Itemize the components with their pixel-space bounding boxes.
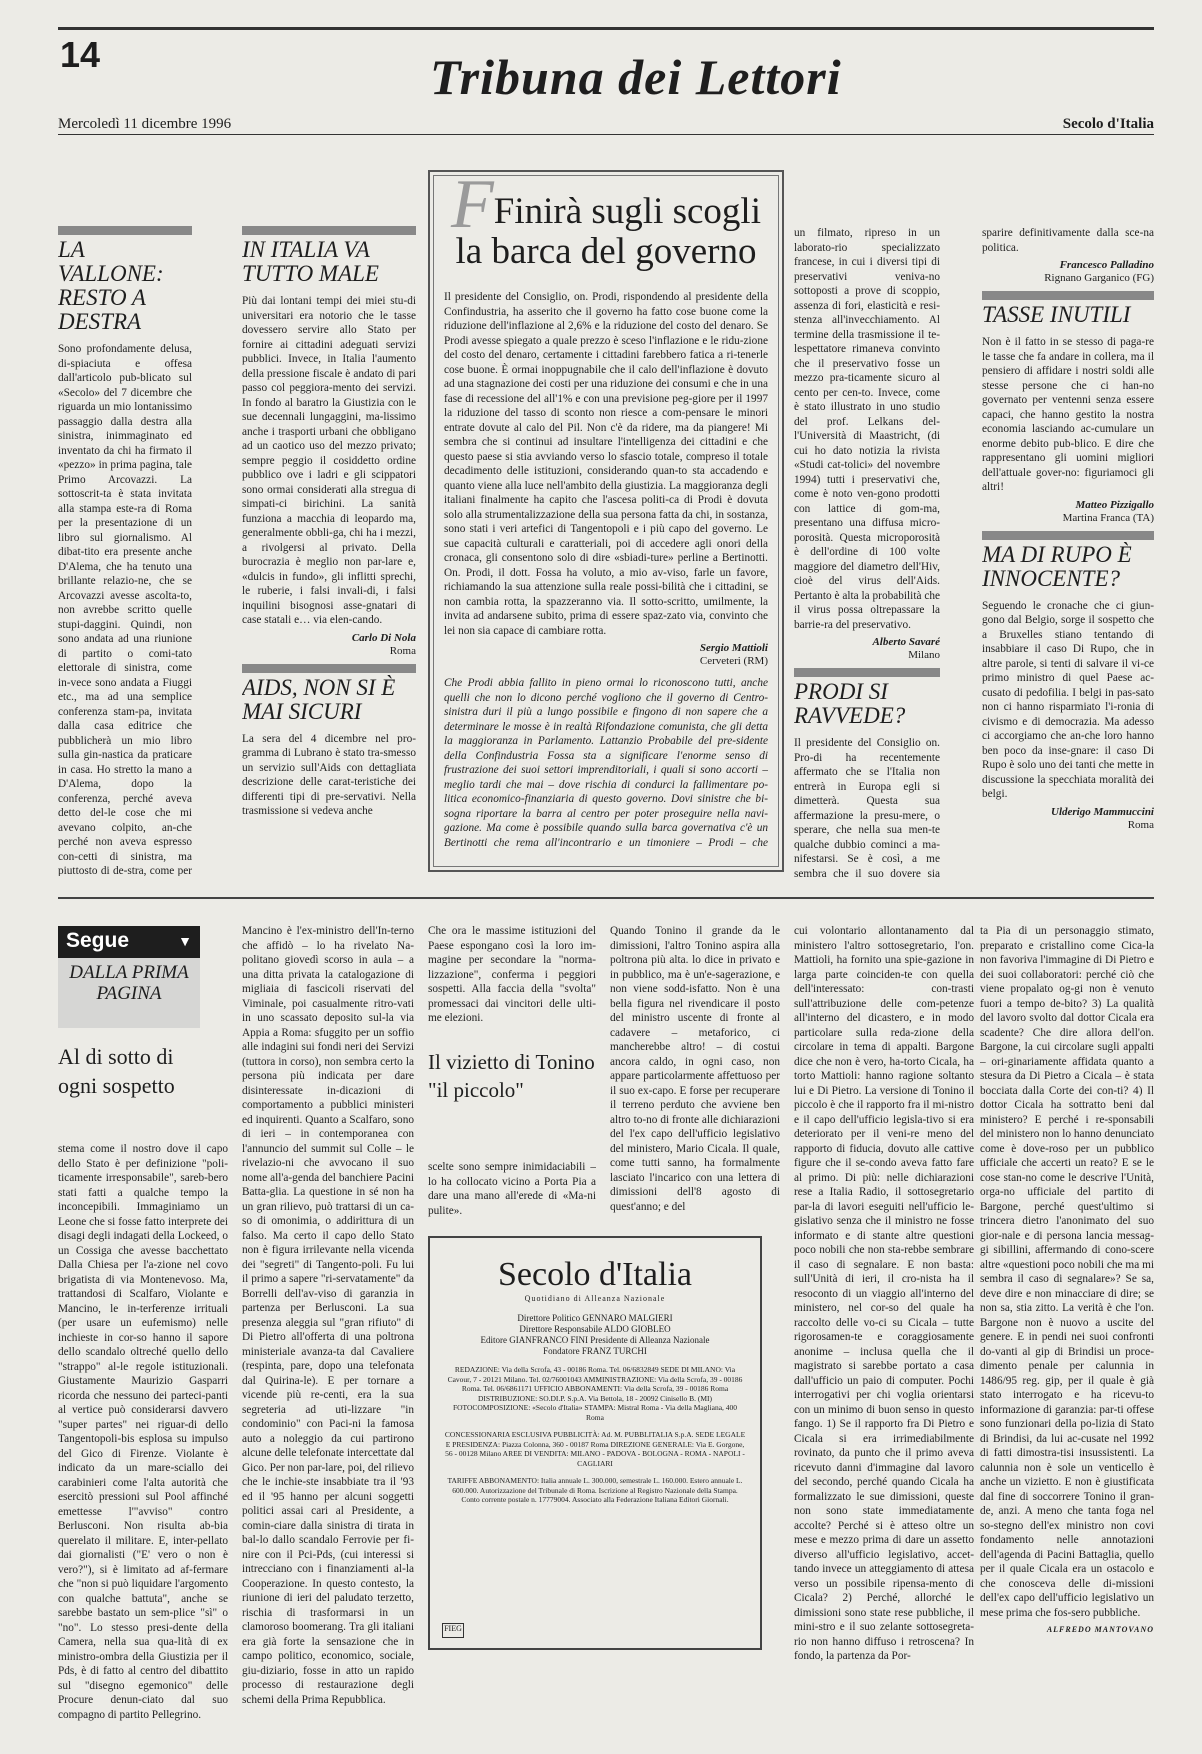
letter-author: Francesco Palladino (1059, 259, 1154, 271)
article-author (428, 1029, 596, 1033)
issue-date: Mercoledì 11 dicembre 1996 (58, 116, 232, 132)
article-text: scelte sono sempre inimidaciabili – lo ha collocato vicino a Porta Pia a dare una mano all'erede di «Ma-ni pulite». (428, 1161, 596, 1217)
colophon-subtitle: Quotidiano di Alleanza Nazionale (524, 1294, 666, 1303)
column-4 (794, 226, 940, 880)
publisher-logo: FIEG (442, 1623, 464, 1638)
segue-tag: Segue ▼ (58, 926, 200, 958)
section-title: Tribuna dei Lettori (430, 49, 842, 105)
vizietto-col-2 (610, 924, 780, 1226)
letter-city: Rignano Garganico (FG) (1044, 272, 1154, 284)
letter-body: Il presidente del Consiglio, on. Prodi, rispondendo al presidente della Confindustria, ha asserito che il governo ha fatto cose buone come la riduzione dell'inflazione al 2,6% e la riduzione del costo del denaro. Se Prodi avesse spiegato a quale prezzo è sceso l'inflazione e le ridu-zione del costo del denaro, certamente i cittadini farebbero fatica a ri-tenerle cose buone. È ormai inoppugnabile che il calo dell'inflazione è dovuto ad una stagnazione dei costi per una riduzione dei consumi e che in una fase di recessione del all'1% e con una previsione peg-giore per il 1997 la riduzione del tasso di sconto non riesce a com-pensare le minori entrate dovute al calo del Pil. Non c'è da ridere, ma da piangere! Mi sembra che si continui ad insultare l'intelligenza dei cittadini e che questo paese si stia avviando verso lo sfascio totale, compreso il totale decadimento delle istituzioni, considerando quan-to sta accadendo e quanto viene alla luce nell'ambito della giustizia. La maggioranza degli italiani finalmente ha capito che l'ascesa politi-ca di Prodi è dovuta solo alla strumentalizzazione della sua persona fatta da chi, in sostanza, sono stati i veri artefici di Tangentopoli e i più capo del governo. Le sue capacità culturali e caratteriali, poi di accedere agli onori della cronaca, gli consentono solo di dire «sbiadi-ture» perline a Bertinotti. On. Prodi, il dott. Fossa ha voluto, a mio av-viso, farle un favore, richiamando la sua attenzione sulla reale possi-bilità che i cittadini, se non cambia rotta, la spazzeranno via. Il sotto-scritto, umilmente, la invita ad andarsene subito, prima di essere spaz-zato via, convinto che lei non sia capace di cambiare rotta. (444, 291, 768, 637)
column-2 (242, 226, 416, 880)
letter-city: Milano (908, 649, 940, 661)
letter-city: Martina Franca (TA) (1062, 511, 1154, 524)
newspaper-name: Secolo d'Italia (1062, 116, 1154, 132)
letter-author: Alberto Savaré (872, 636, 940, 648)
article-text: stema come il nostro dove il capo dello Stato è per definizione "poli-ticamente irresponsabile", sareb-bero stati fatti a qualche tempo la inconcepibili. Immaginiamo un Leone che si fosse fatto interprete dei disagi degli indagati della Lockeed, o un Cossiga che avesse bacchettato Dalla Chiesa per l'a-zione nel covo brigatista di via Montenevoso. Ma, trattandosi di Scalfaro, Violante e Mancino, le in-terferenze irrituali (per usare un eufemismo) nelle inchieste in cor-so hanno il sapore dello scandalo oltreché quello dello "strappo" al-le regole istituzionali. Giustamente Maurizio Gasparri ricorda che nessuno dei parteci-panti al vertice può considerarsi davvero "super partes" nei riguar-di dello Tangentopoli-bis esplosa su impulso del Gico di Firenze. Violante è indicato da un mare-sciallo dei carabinieri come l'alta autorità che esercitò pressioni sul Pool affinché emettesse l'"avviso" contro Berlusconi. Non risulta ab-bia querelato il militare. E, inter-pellato dai giornalisti ("E' vero o non è vero?"), si è limitato ad af-fermare che "non si può liquidare l'argomento con qualche battuta", anche se sarebbe bastato un sem-plice "sì" o "no". Lo stesso presi-dente della Camera, nella sua qua-lità di ex ministro-ombra della Giustizia per il Pds, è di fatto al centro del dibattito sul "disegno egemonico" delle Procure denun-ciato dal suo compagno di partito Pellegrino. (58, 1143, 228, 1721)
letter-headline: TASSE INUTILI (982, 302, 1131, 327)
vizietto-col-3 (794, 924, 974, 1742)
letter-vallone (58, 226, 192, 876)
editor-reply: Che Prodi abbia fallito in pieno ormai lo riconoscono tutti, anche quelli che non lo dicono perché vogliono che il governo di Centro-sinistra duri il più a lungo possibile e fingono di non sapere che a determinare le mosse è in realtà Rifondazione comunista, che gli detta la maggioranza in Parlamento. Lattanzio Probabile del pre-sidente della Confindustria Fossa sta a significare l'enorme senso di frustrazione dei suoi settori imprenditoriali, i quali si sono accorti – meglio tardi che mai – dove rischia di condurci la fallimentare po-litica economico-finanziaria di questo governo. Dovi sinistre che bi-sogna riportare la barra al centro per poter proseguire nella navi-gazione. Ma come è possibile quando sulla barca governativa c'è un Bertinotti che rema all'incontrario e un timoniere – Prodi – che (444, 677, 768, 849)
article-text: Quando Tonino il grande da le dimissioni, l'altro Tonino aspira alla poltrona più alta. lo dice in privato e in pubblico, ma è un'e-sagerazione, e non viene sodd-isfatto. Non è una bella figura nel rivendicare il posto del ministro uscente di fronte al cadavere – metaforico, ci mancherebbe altro! – di costui ancora caldo, in ogni caso, non appare particolarmente affettuoso per il suo ex-capo. E forse per recuperare il terreno perduto che avviene ben altro to-no di fronte alle dichiarazioni del l'ex capo dell'ufficio legislativo del ministero, Mario Cicala. Il quale, come tutti sanno, ha formalmente lasciato l'incarico con una lettera di dimissioni dell'8 agosto di quest'anno; e del (610, 925, 780, 1213)
featured-headline: FFinirà sugli scogli la barca del governo (451, 166, 761, 272)
segue-box (58, 926, 200, 1028)
article-col-1 (58, 1142, 228, 1742)
letter-city: Cerveteri (RM) (699, 655, 768, 667)
vizietto-headline: Il vizietto di Tonino "il piccolo" (428, 1050, 595, 1102)
article-text: cui volontario allontanamento dal ministero l'altro sottosegretario, l'on. Mattioli, ha fornito una spie-gazione in larga parte coinciden-te con quella dell'interessato: con-trasti sull'attribuzione delle com-petenze all'interno del dicastero, e in modo particolare sulla reda-zione della circolare in tema di appalti. Bargone dice che non è vero, ha-torto Cicala, ha torto Mattioli: hanno ragione soltanto lui e Di Pietro. La versione di Tonino il piccolo è che il rapporto fra il mi-nistro e il capo dell'ufficio legisla-tivo si era deteriorato per il veni-re meno del rapporto di fiducia, dovuto alle cattive figure che il se-condo aveva fatto fare al primo. Di più: nelle dichiarazioni rese a Italia Radio, il sottosegretario par-la di lavori eseguiti nell'ufficio le-gislativo senza che il ministro ne fosse informato e di stante altre questioni poco nobili che non sta-rebbe sembrare il caso di segnalare. E non basta: sull'Unità di ieri, il cro-nista ha il resoconto di un viaggio all'interno del ministero, nel cor-so del quale ha raccolto delle vo-ci su Cicala – tutte rigorosamen-te e coraggiosamente anonime – inclusa quella che il magistrato si sarebbe portato a casa dall'ufficio un paio di computer. Pochi interrogativi per chi voglia orientarsi con un minimo di buon senso in questo fango. 1) Se il rapporto fra Di Pietro e Cicala si era irrimediabilmente rovinato, da punto che il primo aveva ricevuto danni d'immagine dal lavoro del secondo, perché quando Cicala ha formalizzato le sue dimissioni, queste non sono state immediatamente accolte? Perché si è atteso oltre un mese e mezzo prima di dare un assetto diverso all'ufficio legislativo, accet-tando invece un atteggiamento di attesa verso un possibile ripensa-mento di Cicala? 2) Perché, allorché le dimissioni sono state rese pubbliche, il mini-stro e il suo zelante sottosegreta-rio non hanno diffuso i retroscena? In fondo, la partenza da Por- (794, 925, 974, 1662)
letter-headline: PRODI SI RAVVEDE? (794, 679, 906, 728)
letter-headline: IN ITALIA VA TUTTO MALE (242, 237, 379, 286)
drop-cap: F (451, 166, 494, 243)
letter-body: sparire definitivamente dalla sce-na politica. (982, 227, 1154, 254)
letter-author: Sergio Mattioli (699, 642, 768, 654)
letter-author: Matteo Pizzigallo (1075, 498, 1154, 511)
letter-body: La sera del 4 dicembre nel pro-gramma di Lubrano è stato tra-smesso un servizio sull'Aids con dettagliata descrizione delle carat-teristiche dei differenti tipi di pre-servativi. Nella trasmissione si vedeva anche (242, 732, 416, 817)
letter-author: Ulderigo Mammuccini (1051, 805, 1154, 818)
column-5 (982, 226, 1154, 880)
article-text: Che ora le massime istituzioni del Paese espongano così la loro im-magine per secondare la "norma-lizzazione", conferma i peggiori sospetti. Alla faccia della "svolta" promessaci dai vincitori delle ulti-me elezioni. (428, 925, 596, 1024)
headline-bar (242, 664, 416, 673)
article-text: ta Pia di un personaggio stimato, preparato e cristallino come Cica-la non favoriva l'immagine di Di Pietro e dei suoi collaboratori: perché ciò che viene propalato og-gi non è venuto fuori a tempo de-bito? 3) La qualità del lavoro svolto dal dottor Cicala era scadente? Che dire allora dell'on. Bargone, la cui circolare sugli appalti – ori-ginariamente affidata quanto a stesura da Di Pietro a Cicala – è stata bocciata dalla Corte dei con-ti? 4) Il dottor Cicala ha sottratto beni dal ministero? E perché i re-sponsabili del ministero non lo hanno denunciato come è dove-roso per un pubblico ufficiale che accerti un reato? E se le cose stan-no come le descrive l'Unità, orga-no ufficiale del partito di Bargone, perché quest'ultimo si trincera dietro l'anonimato del suo gior-nale e di persona lancia messag-gi sibillini, affermando di cono-scere altre «questioni poco nobili che ma mi sembra il caso di segnalare»? Se sa, deve dire e non minacciare di dire; se non sa, stia zitto. La verità è che l'on. Bargone non è nuovo a uscite del genere. E in pendi nei suoi confronti do-vanti al gip di Brindisi un proce-dimento penale per calunnia in 1486/95 reg. gip, per il quale è già stato interrogato e ha ricevu-to informazione di garanzia: par-ti offese sono funzionari della po-lizia di Stato di Brindisi, da lui ac-cusate nel 1992 di fatti dimostra-tisi insussistenti. La calunnia non è sole un venticello è anche un vizietto. E non è giustificata dal fine di soccorrere Tonino il gran-de, anzi. A meno che tanta foga nel so-stegno dell'ex ministro non covi fondamento nelle annotazioni dell'agenda di Pacini Battaglia, quello per il quale Cicala era un ostacolo e che conosceva delle di-missioni dell'ex capo dell'ufficio legislativo un mese prima che fos-sero pubbliche. (980, 925, 1154, 1619)
letter-author: Carlo Di Nola (351, 631, 416, 644)
colophon-addresses: REDAZIONE: Via della Scrofa, 43 - 00186 Roma. Tel. 06/6832849 SEDE DI MILANO: Via Cavour, 7 - 20121 Milano. Tel. 02/76001043 AMMINISTRAZIONE: Via della Scrofa, 39 - 00186 Roma. Tel. 06/6861171 UFFICIO ABBONAMENTI: Via della Scrofa, 39 - 00186 Roma DISTRIBUZIONE: SO.DI.P. S.p.A. Via Bettola, 18 - 20092 Cinisello B. (MI) FOTOCOMPOSIZIONE: «Secolo d'Italia» STAMPA: Mistral Roma - Via della Magliana, 400 Roma (447, 1365, 743, 1422)
letter-city: Roma (389, 644, 416, 657)
letter-city: Roma (1127, 818, 1154, 831)
headline-bar (982, 291, 1154, 300)
article-col-2 (242, 924, 414, 1742)
top-rule (58, 27, 1154, 30)
letter-body: un filmato, ripreso in un laborato-rio specializzato francese, in cui i diversi tipi di preservativi veniva-no sottoposti a prove di scoppio, assenza di fori, elasticità e resi-stenza all'invecchiamento. Al termine della trasmissione il te-lespettatore rimaneva convinto che il preservativo fosse un mezzo pra-ticamente sicuro al cento per cen-to. Invece, come è stato illustrato in uno studio del prof. Lelkans del-l'Università di Maastricht, (di cui ho dato notizia la rivista «Studi cat-tolici» del novembre 1994) tutti i preservativi che, come è noto ven-gono prodotti con lattice di gom-ma, presentano una diffusa micro-porosità. Questa microporosità è dell'ordine di 100 volte maggiore del diametro dell'Hiv, cioè del virus dell'Aids. Pertanto è alta la probabilità che il virus possa oltrepassare la barrie-ra del preservativo. (794, 227, 940, 631)
segue-subtitle: DALLA PRIMA PAGINA (69, 962, 189, 1004)
colophon-subscriptions: TARIFFE ABBONAMENTO: Italia annuale L. 300.000, semestrale L. 160.000. Estero annuale L. 600.000. Autorizzazione del Tribunale di Roma. Iscrizione al Registro Nazionale della Stampa. Conto corrente postale n. 17779004. Associato alla Federazione Italiana Editori Giornali. (447, 1476, 743, 1504)
triangle-down-icon: ▼ (178, 933, 192, 949)
headline-bar (242, 226, 416, 235)
headline-bar (794, 668, 940, 677)
colophon-advertising: CONCESSIONARIA ESCLUSIVA PUBBLICITÀ: Ad. M. PUBBLITALIA S.p.A. SEDE LEGALE E PRESIDENZA: Piazza Colonna, 360 - 00187 Roma DIREZIONE GENERALE: Via E. Gorgone, 56 - 00128 Milano AREE DI VENDITA: MILANO - PADOVA - BOLOGNA - ROMA - NAPOLI - CAGLIARI (444, 1430, 746, 1468)
featured-letter-text (444, 290, 768, 850)
section-masthead (410, 40, 842, 108)
article-col-3 (428, 924, 596, 1032)
letter-body: Più dai lontani tempi dei miei stu-di universitari era notorio che le tasse dovessero servire allo Stato per fornire ai cittadini adeguati servizi pubblici. Invece, in Italia l'aumento della pressione fiscale è andato di pari passo col peggiora-mento dei servizi. In fondo al baratro la Giustizia con le sue decennali lungaggini, ma-lissimo anche i trasporti urbani che obbligano ad un caotico uso del mezzo privato; sempre peggio il cosiddetto ordine pubblico ove i ladri e gli scippatori sono ormai considerati alla stregua di simpati-ci birichini. La sanità funziona a macchia di leopardo ma, generalmente obbli-ga, chi ha i mezzi, a rivolgersi al privato. Della burocrazia è meglio non par-lare e, «dulcis in fundo», gli inflitti sprechi, le ruberie, i falsi invali-di, i falsi inquilini bisognosi asse-gnatari di case statali e… via elen-cando. (242, 295, 416, 626)
section-divider (58, 897, 1154, 899)
newspaper-colophon (428, 1236, 762, 1650)
colophon-staff: Direttore Politico GENNARO MALGIERI Direttore Responsabile ALDO GIOBLEO Editore GIANFRANCO FINI Presidente di Alleanza Nazionale Fondatore FRANZ TURCHI (480, 1313, 710, 1356)
page-number: 14 (60, 34, 101, 75)
letter-headline: AIDS, NON SI È MAI SICURI (242, 674, 396, 724)
vizietto-col-4 (980, 924, 1154, 1742)
letter-body: Sono profondamente delusa, di-spiaciuta e offesa dall'articolo pub-blicato sul «Secolo» del 7 dicembre che riguarda un mio lontanissimo passaggio dalla destra alla sinistra, inimmaginato ed inventato da chi ha firmato il «pezzo» in prima pagina, tale Primo Arcovazzi. La sottoscrit-ta è stata invitata alla stampa este-ra di Roma per la presentazione di un libro sul giornalismo. Al dibat-tito era presente anche D'Alema, che ha tenuto una brillante relazio-ne, che se Arcovazzi avesse ascolta-to, non avrebbe scritto quelle stupi-daggini. Quindi, non sono andata ad una riunione di partito o comi-tato elettorale di sinistra, come in-vece sono andata a Fiuggi etc., ma ad una semplice conferenza stam-pa, invitata dalla casa editrice che pubblicherà un mio libro sulla gin-nastica da praticare in casa. Ho stretto la mano a D'Alema, dopo la conferenza, perché aveva detto del-le cose che mi avevano colpito, an-che perché non aveva espresso con-cetti di sinistra, ma piuttosto di de-stra, come per (58, 343, 192, 876)
featured-letter-box (428, 166, 784, 872)
vizietto-col-1 (428, 1160, 596, 1228)
letter-body: Il presidente del Consiglio on. Pro-di ha recentemente affermato che se l'Italia non entrerà in Europa egli si dimetterà. Questa sua affermazione la presu-mere, o sperare, che nella sua men-te qualche dubbio cominci a ma-nifestarsi. Se è così, a me sembra che il suo dovere sia (794, 737, 940, 880)
headline-bar (58, 226, 192, 235)
letter-body: Seguendo le cronache che ci giun-gono dal Belgio, sorge il sospetto che a Bruxelles stiano tentando di insabbiare il caso Di Rupo, che in altre parole, si tenti di salvare il vi-ce primo ministro di quel Paese ac-cusato di pedofilia. I belgi in pas-sato non ci hanno risparmiato l'i-ronia di civismo e di democrazia. Ma adesso ci accorgiamo che an-che loro hanno ben poco da inse-gnare: il caso Di Rupo è solo uno dei tanti che mette in discussione la specchiata moralità dei belgi. (982, 599, 1154, 800)
header-rule (58, 134, 1154, 135)
letter-headline: LA VALLONE: RESTO A DESTRA (58, 237, 164, 334)
article-headline: Al di sotto di ogni sospetto (58, 1044, 175, 1098)
article-text: Mancino è l'ex-ministro dell'In-terno che affidò – lo ha rivelato Na-politano giovedì scorso in aula – a una ditta privata la catalogazione di migliaia di fascicoli riservati del Viminale, poi casualmente ritro-vati in uno scassato deposito sul-la via Appia a Roma: sfuggito per un soffio alle indagini sui fondi neri dei Servizi (tuttora in corso), non sembra certo la persona più indicata per dare disinteressate in-dicazioni di comportamento a pubblici ministeri ed inquirenti. Quanto a Scalfaro, sono di ieri – in contemporanea con l'annuncio del summit sul Colle – le rivelazio-ni che avvocano il suo nome all'a-genda del banchiere Pacini Batta-glia. La questione in sé non ha un gran rilievo, può trattarsi di un ca-so di omonimia, o addirittura di un falso. Ma certo il capo dello Stato non è figura irrilevante nella vicenda dei "segreti" di Tangento-poli. Fu lui il primo a sapere "ri-servatamente" da Borrelli dell'av-viso di garanzia in partenza per Berlusconi. La sua presenza aleggia sul "gran rifiuto" di Di Pietro all'offerta di una poltrona ministeriale avanza-ta dal Cavaliere (respinta, pare, dopo una telefonata dal Quirina-le). E per tornare a vicende più re-centi, era la sua segreteria ad uti-lizzare "in condominio" con Paci-ni la famosa auto a noleggio da cui partirono alcune delle telefonate intercettate dal Gico. Per non par-lare, poi, del rilievo che le inchie-ste insabbiate tra il '93 ed il '95 hanno per alcuni soggetti politici assai cari al Presidente, a comin-ciare dalla sinistra di tirata in bal-lo dallo scandalo Ferrovie per fi-nire con il Pci-Pds, (cui interessi si intrecciano con i finanziamenti al-la Cooperazione. In questo contesto, la riunione di ieri del paludato terzetto, rischia di trasformarsi in un clamoroso boomerang. Tra gli italiani era già forte la sensazione che in campo politico, economico, sociale, giu-diziario, fosse in atto un rapido processo di restaurazione degli schemi della Prima Repubblica. (242, 925, 414, 1706)
article-author: ALFREDO MANTOVANO (1046, 1625, 1154, 1634)
colophon-title: Secolo d'Italia (497, 1256, 692, 1293)
headline-bar (982, 531, 1154, 540)
letter-headline: MA DI RUPO È INNOCENTE? (982, 541, 1132, 591)
letter-body: Non è il fatto in se stesso di paga-re le tasse che fa andare in collera, ma il pensiero di affidare i nostri soldi alle stesse persone che ci han-no governato per ventenni senza essere capaci, che hanno gestito la nostra economia lasciando ac-cumulare un enorme debito pub-blico. E dire che rappresentano gli uomini migliori dell'attuale gover-no: figuriamoci gli altri! (982, 336, 1154, 493)
